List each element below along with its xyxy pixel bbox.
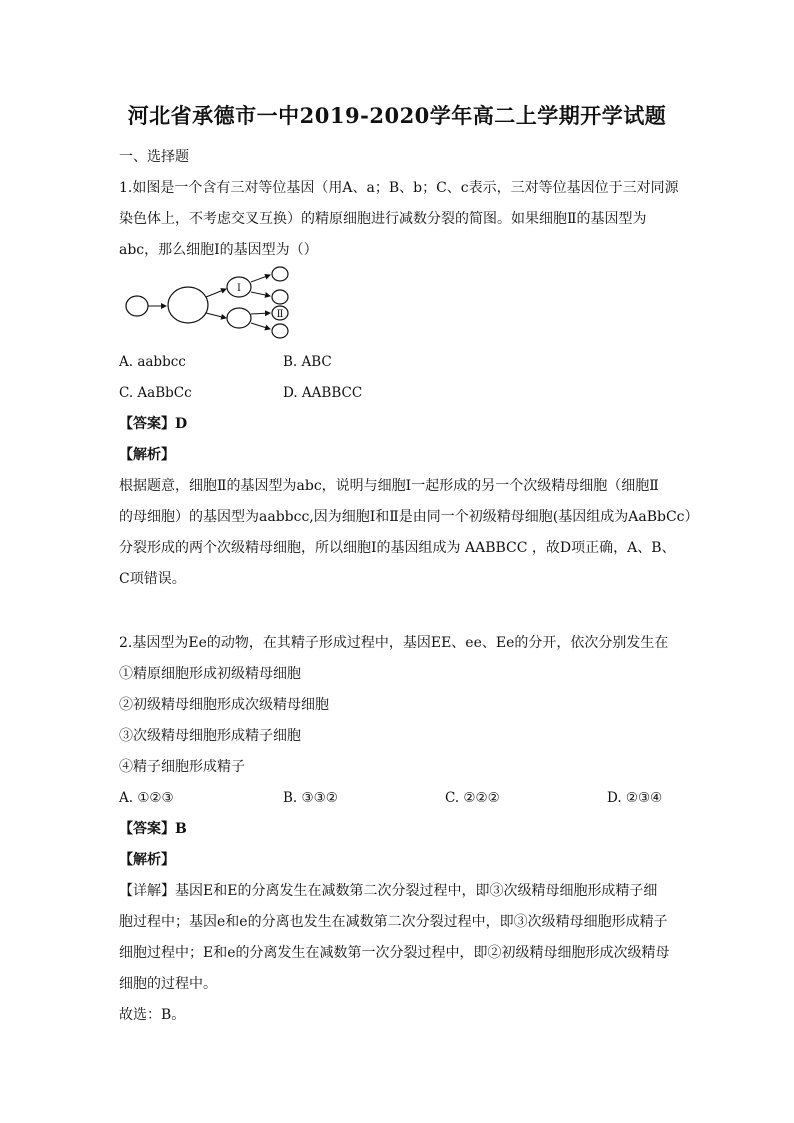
q1-analysis-heading: 【解析】	[119, 447, 175, 463]
meiosis-diagram	[122, 262, 302, 344]
q2-analysis-line-3: 细胞过程中；E和e的分离发生在减数第一次分裂过程中，即②初级精母细胞形成次级精母	[119, 945, 670, 961]
q2-analysis-line-2: 胞过程中；基因e和e的分离也发生在减数第二次分裂过程中，即③次级精母细胞形成精子	[119, 914, 668, 930]
q1-analysis-line-4: C项错误。	[119, 571, 186, 587]
q1-stem-line-1: 1.如图是一个含有三对等位基因（用A、a；B、b；C、c表示，三对等位基因位于三对同源	[119, 180, 679, 196]
q2-item-2: ②初级精母细胞形成次级精母细胞	[119, 697, 329, 713]
spermatid-cell	[272, 267, 288, 281]
q1-option-d: D. AABBCC	[283, 385, 363, 401]
q1-analysis-line-1: 根据题意，细胞Ⅱ的基因型为abc，说明与细胞Ⅰ一起形成的另一个次级精母细胞（细胞Ⅱ	[119, 478, 659, 494]
q2-answer: 【答案】B	[119, 821, 187, 837]
primary-spermatocyte-cell	[168, 287, 208, 323]
q2-conclusion: 故选：B。	[119, 1007, 186, 1023]
q1-stem-line-2: 染色体上，不考虑交叉互换）的精原细胞进行减数分裂的简图。如果细胞Ⅱ的基因型为	[119, 211, 647, 227]
q2-stem: 2.基因型为Ee的动物，在其精子形成过程中，基因EE、ee、Ee的分开，依次分别发生在	[119, 635, 669, 651]
q2-item-1: ①精原细胞形成初级精母细胞	[119, 666, 301, 682]
q1-option-a: A. aabbcc	[119, 354, 186, 370]
q2-option-d: D. ②③④	[607, 790, 663, 806]
spermatid-cell	[272, 324, 288, 338]
q2-analysis-line-1: 【详解】基因E和E的分离发生在减数第二次分裂过程中，即③次级精母细胞形成精子细	[119, 883, 658, 899]
spermatogonium-cell	[126, 296, 148, 316]
q2-item-3: ③次级精母细胞形成精子细胞	[119, 728, 301, 744]
q2-option-c: C. ②②②	[445, 790, 500, 806]
q2-item-4: ④精子细胞形成精子	[119, 759, 245, 775]
q2-analysis-heading: 【解析】	[119, 852, 175, 868]
q2-option-b: B. ③③②	[283, 790, 338, 806]
secondary-spermatocyte-cell	[227, 308, 251, 328]
cell-1-label: Ⅰ	[237, 283, 241, 294]
q1-option-b: B. ABC	[283, 354, 332, 370]
page-title: 河北省承德市一中2019-2020学年高二上学期开学试题	[127, 103, 667, 128]
q1-option-c: C. AaBbCc	[119, 385, 192, 401]
q2-option-a: A. ①②③	[119, 790, 174, 806]
section-heading: 一、选择题	[119, 149, 189, 165]
q1-answer: 【答案】D	[119, 416, 188, 432]
q1-stem-line-3: abc，那么细胞Ⅰ的基因型为（）	[119, 242, 318, 258]
q1-analysis-line-2: 的母细胞）的基因型为aabbcc,因为细胞Ⅰ和Ⅱ是由同一个初级精母细胞(基因组成为AaBbCc）	[119, 509, 699, 525]
meiosis-diagram-svg	[122, 262, 302, 344]
cell-2-label: Ⅱ	[276, 309, 284, 320]
q2-analysis-line-4: 细胞的过程中。	[119, 976, 217, 992]
spermatid-cell	[272, 290, 288, 304]
q1-analysis-line-3: 分裂形成的两个次级精母细胞，所以细胞Ⅰ的基因组成为 AABBCC ，故D项正确，A、B、	[119, 540, 676, 556]
